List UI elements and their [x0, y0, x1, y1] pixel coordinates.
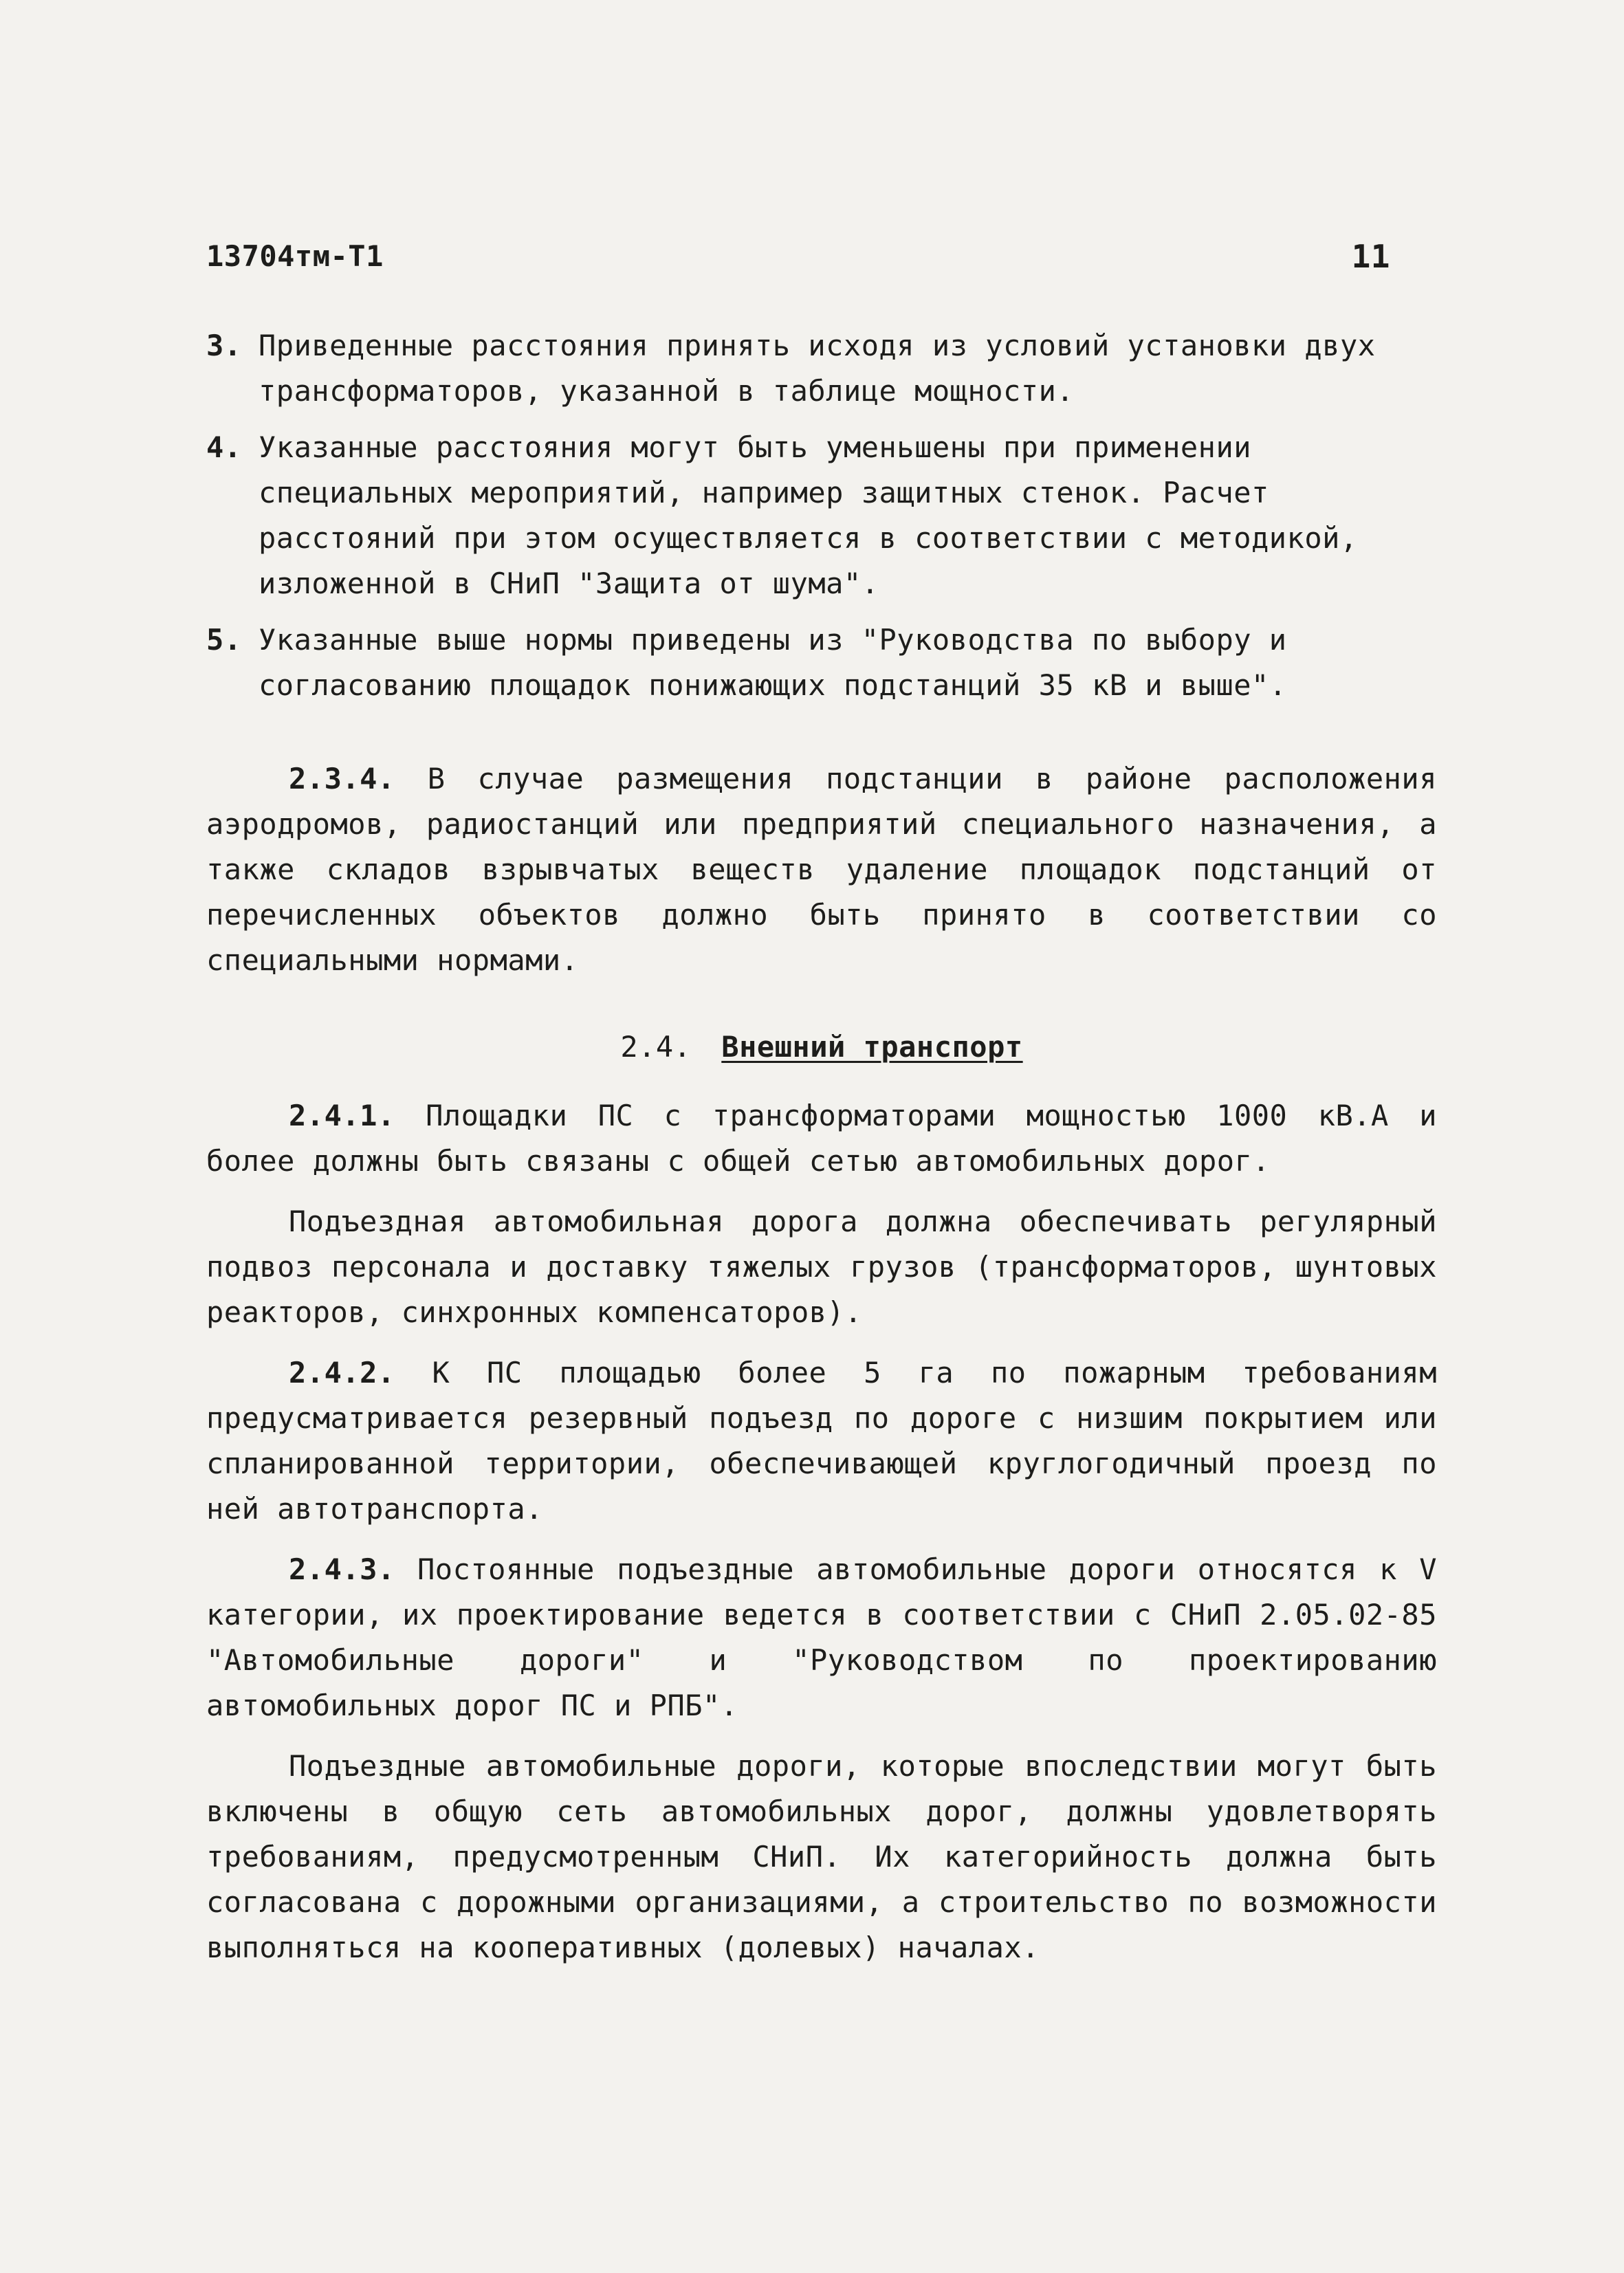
paragraph-text: Подъездная автомобильная дорога должна обеспечивать регулярный подвоз персонала и доставку тяжелых грузов (трансформаторов, шунтовых реакторов, синхронных компенсаторов).	[206, 1205, 1437, 1329]
paragraph-text: Площадки ПС с трансформаторами мощностью 1000 кВ.А и более должны быть связаны с общей сетью автомобильных дорог.	[206, 1099, 1437, 1178]
paragraph-2-4-3-continued	[206, 1744, 1437, 1970]
note-number: 5.	[206, 623, 242, 657]
page-number: 11	[1351, 238, 1390, 275]
paragraph-2-4-3	[206, 1547, 1437, 1728]
paragraph-2-4-1-continued	[206, 1199, 1437, 1335]
note-text: Указанные расстояния могут быть уменьшены при применении специальных мероприятий, например защитных стенок. Расчет расстояний при этом осуществляется в соответствии с методикой, изложенной в СНиП "Защита от шума".	[259, 430, 1358, 600]
paragraph-2-3-4	[206, 756, 1437, 998]
note-number: 4.	[206, 430, 242, 464]
paragraph-2-4-1	[206, 1093, 1437, 1184]
note-item	[206, 617, 1416, 708]
section-title: Внешний транспорт	[721, 1030, 1023, 1064]
paragraph-text: В случае размещения подстанции в районе расположения аэродромов, радиостанций или предприятий специального назначения, а также складов взрывчатых веществ удаление площадок подстанций от перечисленных объектов должно быть принято в соответствии со специальными нормами.	[206, 762, 1437, 977]
note-number: 3.	[206, 329, 242, 362]
section-number: 2.4.	[620, 1030, 692, 1064]
note-text: Приведенные расстояния принять исходя из условий установки двух трансформаторов, указанной в таблице мощности.	[259, 329, 1376, 408]
note-text: Указанные выше нормы приведены из "Руководства по выбору и согласованию площадок понижающих подстанций 35 кВ и выше".	[259, 623, 1287, 702]
paragraph-2-4-2	[206, 1350, 1437, 1532]
note-item	[206, 323, 1416, 414]
paragraph-text: Постоянные подъездные автомобильные дороги относятся к V категории, их проектирование ведется в соответствии с СНиП 2.05.02-85 "Автомобильные дороги" и "Руководством по проектированию автомобильных дорог ПС и РПБ".	[206, 1552, 1437, 1722]
section-2-4	[206, 1024, 1437, 1986]
paragraph-number: 2.3.4.	[289, 762, 395, 795]
document-code: 13704тм-Т1	[206, 239, 384, 273]
paragraph-number: 2.4.2.	[289, 1356, 395, 1390]
paragraph-number: 2.4.1.	[289, 1099, 395, 1132]
paragraph-number: 2.4.3.	[289, 1552, 395, 1586]
note-item	[206, 425, 1416, 606]
notes-list	[206, 323, 1416, 719]
paragraph	[206, 756, 1437, 983]
section-heading	[206, 1024, 1437, 1070]
paragraph-text: К ПС площадью более 5 га по пожарным требованиям предусматривается резервный подъезд по дороге с низшим покрытием или спланированной территории, обеспечивающей круглогодичный проезд по ней автотранспорта.	[206, 1356, 1437, 1526]
paragraph-text: Подъездные автомобильные дороги, которые впоследствии могут быть включены в общую сеть автомобильных дорог, должны удовлетворять требованиям, предусмотренным СНиП. Их категорийность должна быть согласована с дорожными организациями, а строительство по возможности выполняться на кооперативных (долевых) началах.	[206, 1749, 1437, 1964]
